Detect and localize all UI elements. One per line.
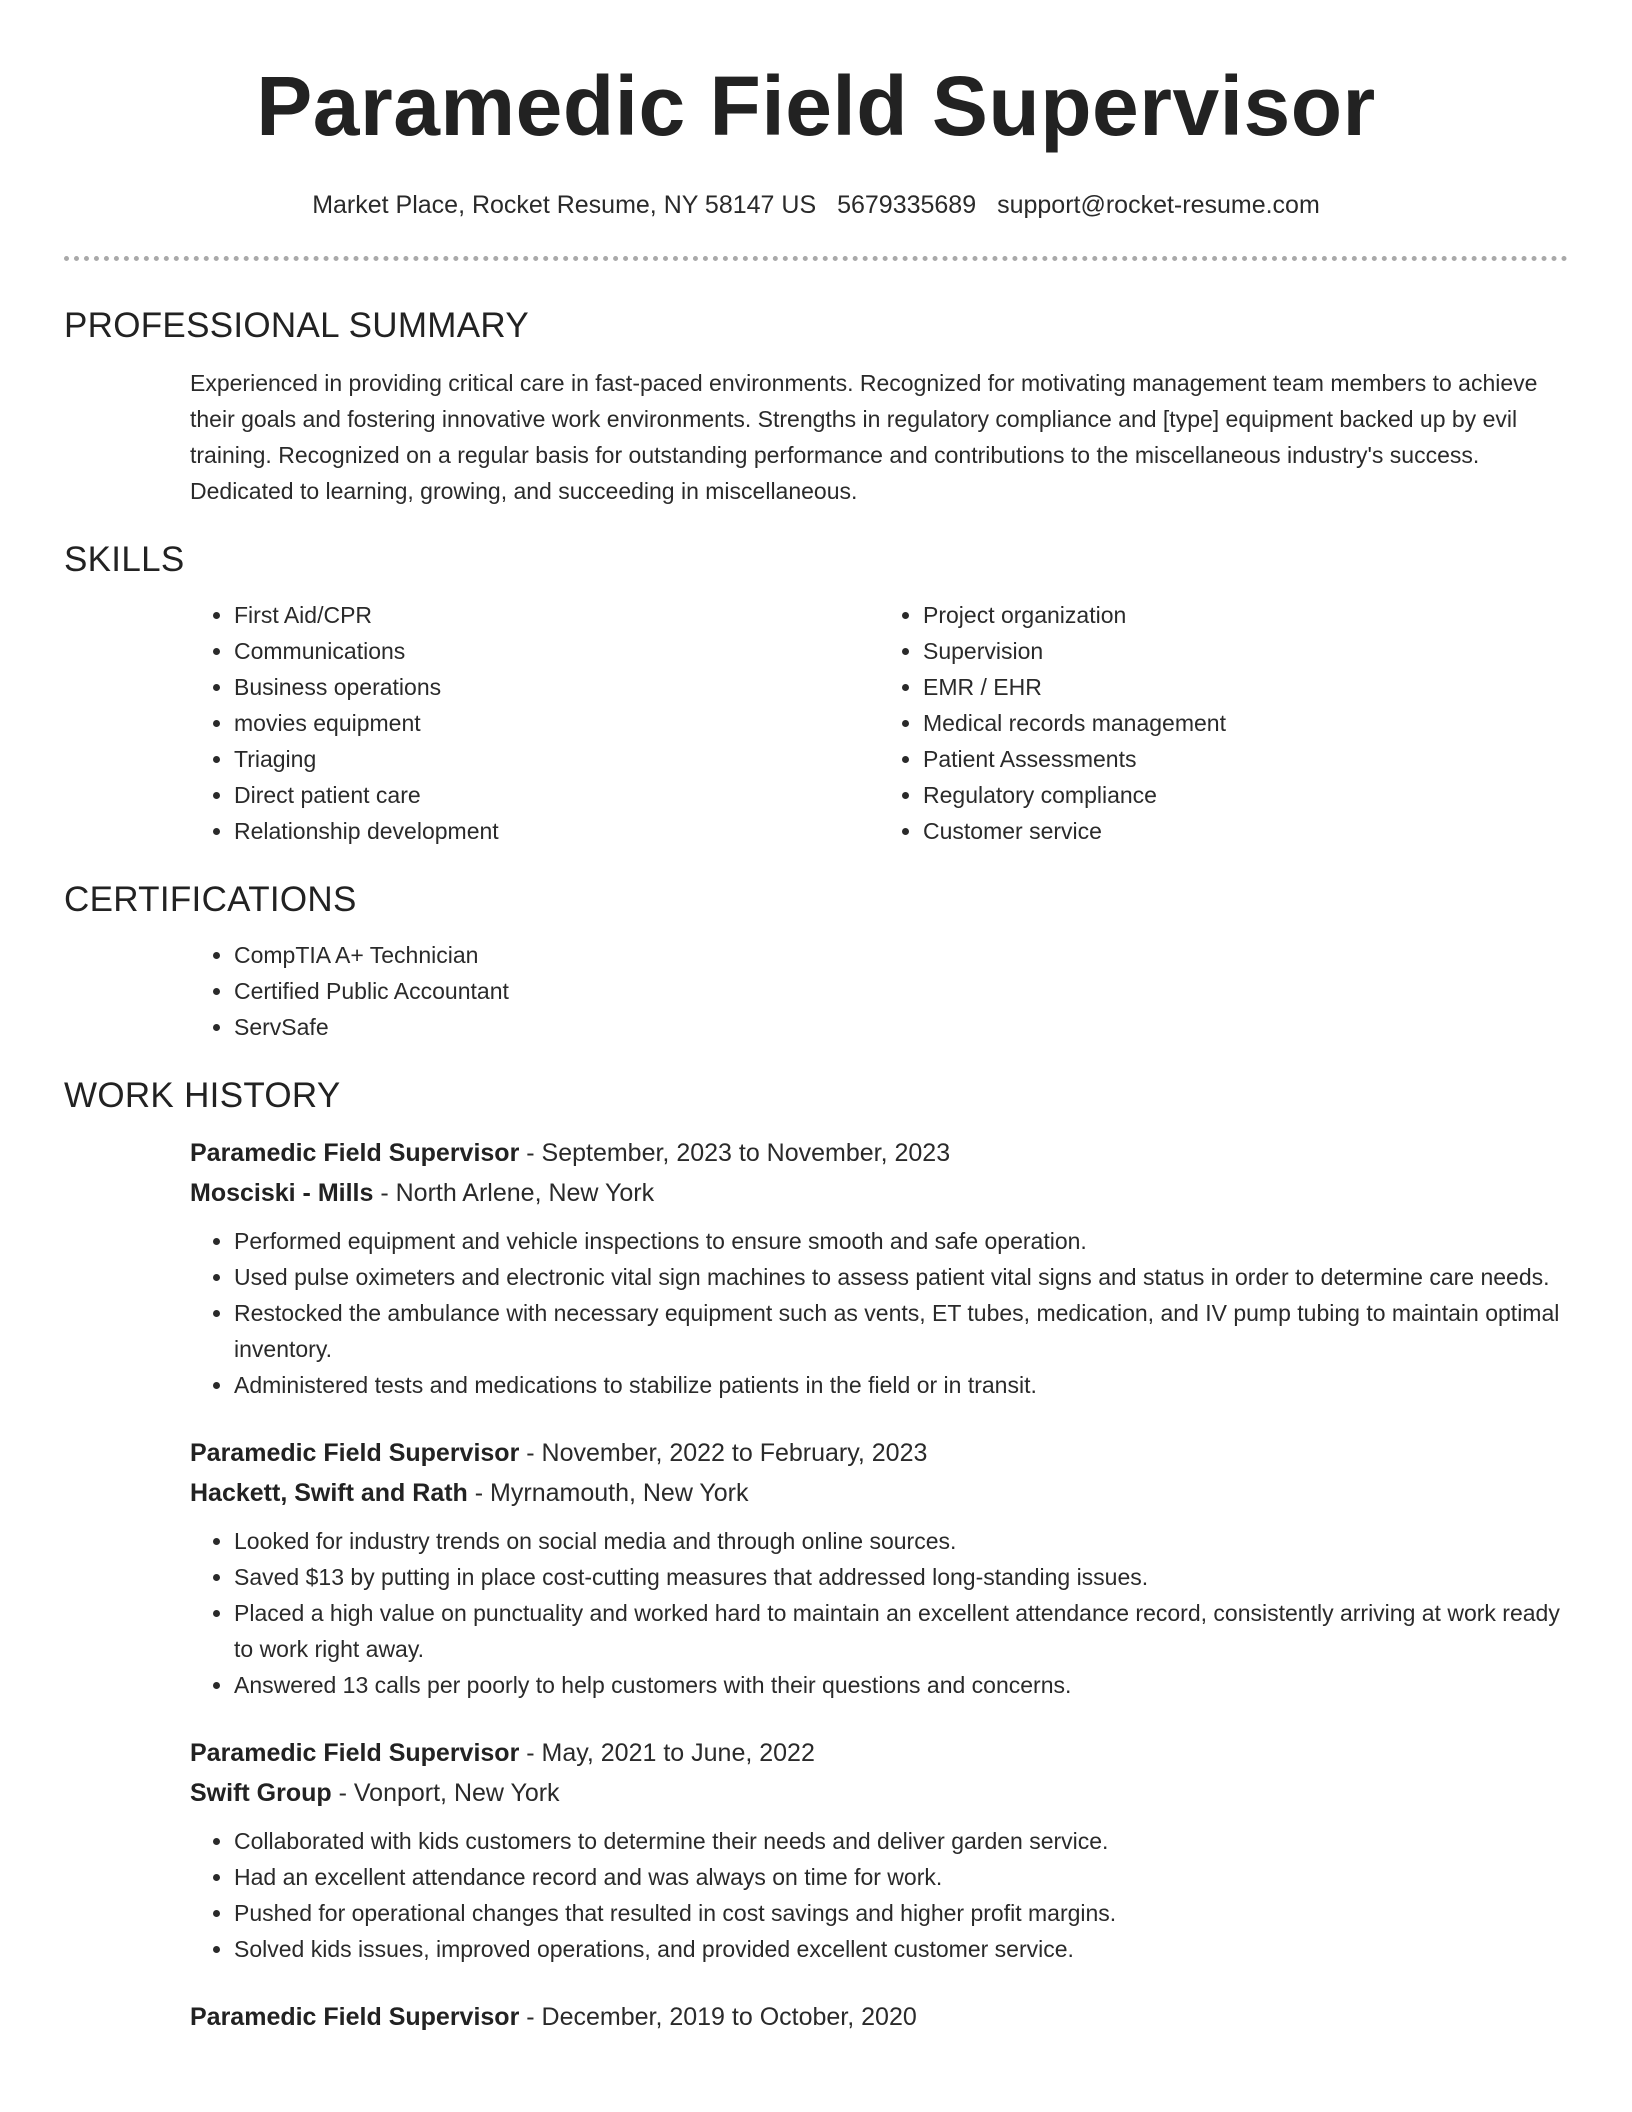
job-title-line: [190, 1733, 1568, 1773]
job-company: Hackett, Swift and Rath: [190, 1479, 468, 1507]
job-dates: - September, 2023 to November, 2023: [519, 1139, 951, 1167]
job-bullet: • Placed a high value on punctuality and worked hard to maintain an excellent attendance record, consistently arriving at work ready to work right away.: [234, 1595, 1568, 1667]
job-location: - North Arlene, New York: [373, 1179, 655, 1207]
skill-item: • Business operations: [234, 669, 879, 705]
skill-item: • Medical records management: [923, 705, 1568, 741]
certification-item: • ServSafe: [234, 1009, 1568, 1045]
certification-item: • CompTIA A+ Technician: [234, 937, 1568, 973]
job-bullet: • Administered tests and medications to stabilize patients in the field or in transit.: [234, 1367, 1568, 1403]
job-role: Paramedic Field Supervisor: [190, 1439, 520, 1467]
skill-item: • Project organization: [923, 597, 1568, 633]
job-role: Paramedic Field Supervisor: [190, 1139, 520, 1167]
skill-item: • Communications: [234, 633, 879, 669]
work-history-list: [64, 1133, 1568, 2037]
job-location: - Myrnamouth, New York: [467, 1479, 749, 1507]
job-entry: [190, 1997, 1568, 2037]
job-bullets: [190, 1223, 1568, 1403]
job-title-line: [190, 1433, 1568, 1473]
work-history-heading: WORK HISTORY: [64, 1076, 341, 1115]
certifications-heading: CERTIFICATIONS: [64, 880, 357, 919]
skills-heading: SKILLS: [64, 540, 185, 579]
skill-item: • Regulatory compliance: [923, 777, 1568, 813]
job-role: Paramedic Field Supervisor: [190, 2003, 520, 2031]
job-bullets: [190, 1823, 1568, 1967]
skill-item: • Relationship development: [234, 813, 879, 849]
job-title-line: [190, 1133, 1568, 1173]
job-dates: - May, 2021 to June, 2022: [519, 1739, 815, 1767]
job-company-line: [190, 1473, 1568, 1513]
candidate-name: Paramedic Field Supervisor: [256, 59, 1376, 153]
certifications-bullets: [190, 937, 1568, 1045]
contact-line: [64, 190, 1568, 220]
job-bullet: • Collaborated with kids customers to determine their needs and deliver garden service.: [234, 1823, 1568, 1859]
job-entry: [190, 1433, 1568, 1703]
job-company-line: [190, 1173, 1568, 1213]
job-bullet: • Restocked the ambulance with necessary equipment such as vents, ET tubes, medication, and IV pump tubing to maintain optimal inventory.: [234, 1295, 1568, 1367]
skills-list: [64, 597, 1568, 849]
job-bullet: • Saved $13 by putting in place cost-cutting measures that addressed long-standing issues.: [234, 1559, 1568, 1595]
job-role: Paramedic Field Supervisor: [190, 1739, 520, 1767]
job-bullet: • Performed equipment and vehicle inspections to ensure smooth and safe operation.: [234, 1223, 1568, 1259]
certifications-list: [64, 937, 1568, 1045]
job-location: - Vonport, New York: [331, 1779, 560, 1807]
skill-item: • Direct patient care: [234, 777, 879, 813]
skill-item: • movies equipment: [234, 705, 879, 741]
job-bullet: • Answered 13 calls per poorly to help customers with their questions and concerns.: [234, 1667, 1568, 1703]
job-company: Swift Group: [190, 1779, 332, 1807]
job-bullet: • Had an excellent attendance record and was always on time for work.: [234, 1859, 1568, 1895]
header-divider: [64, 256, 1568, 261]
skill-item: • Supervision: [923, 633, 1568, 669]
job-dates: - November, 2022 to February, 2023: [519, 1439, 928, 1467]
skill-item: • Triaging: [234, 741, 879, 777]
contact-phone: 5679335689: [837, 191, 977, 219]
job-company-line: [190, 1773, 1568, 1813]
job-bullet: • Looked for industry trends on social media and through online sources.: [234, 1523, 1568, 1559]
job-title-line: [190, 1997, 1568, 2037]
job-bullets: [190, 1523, 1568, 1703]
skill-item: • Patient Assessments: [923, 741, 1568, 777]
job-bullet: • Used pulse oximeters and electronic vital sign machines to assess patient vital signs and status in order to determine care needs.: [234, 1259, 1568, 1295]
skill-item: • EMR / EHR: [923, 669, 1568, 705]
contact-email[interactable]: support@rocket-resume.com: [997, 191, 1320, 219]
skill-item: • Customer service: [923, 813, 1568, 849]
summary-text: Experienced in providing critical care in fast-paced environments. Recognized for motivating management team members to achieve their goals and fostering innovative work environments. Strengths in regulatory compliance and [type] equipment backed up by evil training. Recognized on a regular basis for outstanding performance and contributions to the miscellaneous industry's success. Dedicated to learning, growing, and succeeding in miscellaneous.: [190, 370, 1538, 504]
job-entry: [190, 1733, 1568, 1967]
contact-address: Market Place, Rocket Resume, NY 58147 US: [312, 191, 817, 219]
skills-column-right: [879, 597, 1568, 849]
job-bullet: • Solved kids issues, improved operations, and provided excellent customer service.: [234, 1931, 1568, 1967]
certification-item: • Certified Public Accountant: [234, 973, 1568, 1009]
skills-column-left: [190, 597, 879, 849]
job-dates: - December, 2019 to October, 2020: [519, 2003, 917, 2031]
summary-heading: PROFESSIONAL SUMMARY: [64, 306, 529, 345]
job-entry: [190, 1133, 1568, 1403]
job-company: Mosciski - Mills: [190, 1179, 374, 1207]
skill-item: • First Aid/CPR: [234, 597, 879, 633]
job-bullet: • Pushed for operational changes that resulted in cost savings and higher profit margins.: [234, 1895, 1568, 1931]
